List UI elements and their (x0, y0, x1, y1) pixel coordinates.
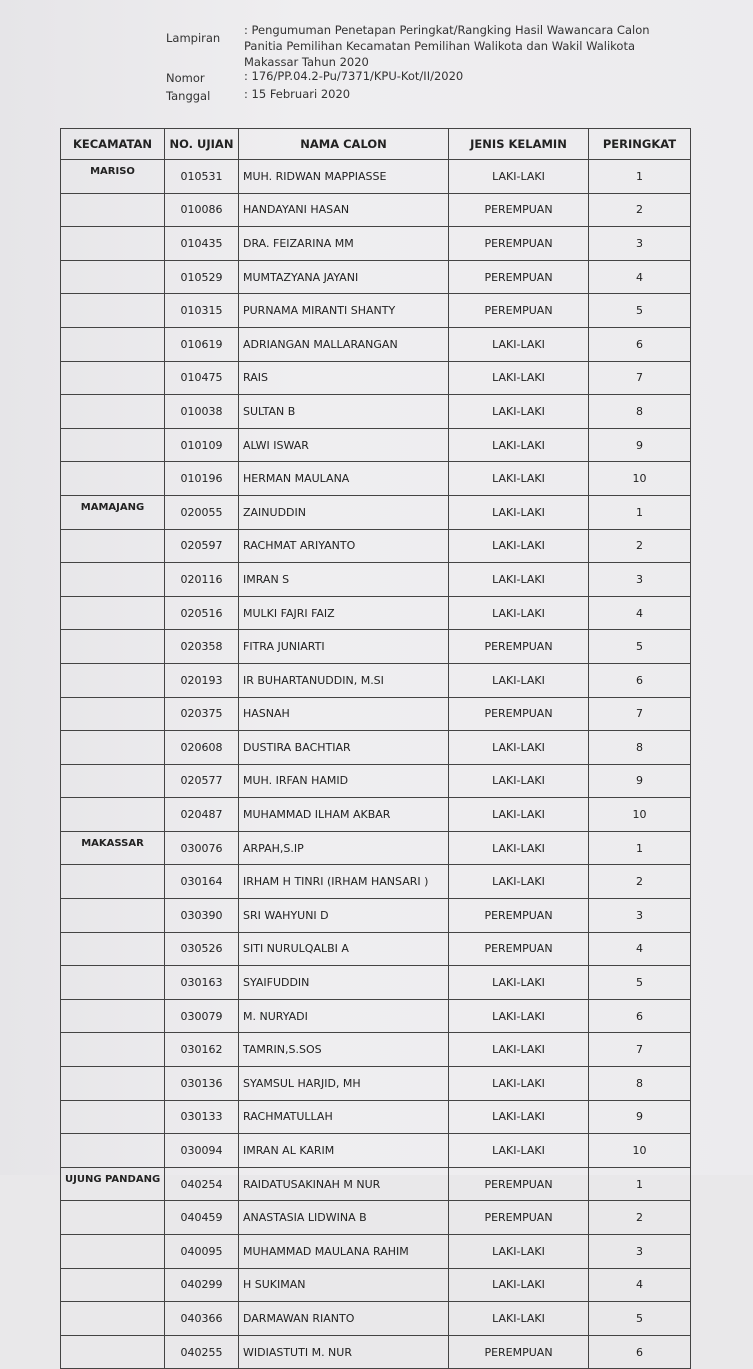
table-row (61, 529, 691, 563)
nama-calon-cell: RACHMAT ARIYANTO (239, 529, 449, 563)
no-ujian-cell: 030526 (165, 932, 239, 966)
col-header-nama-calon: NAMA CALON (239, 129, 449, 160)
jenis-kelamin-cell: PEREMPUAN (449, 227, 589, 261)
no-ujian-cell: 020375 (165, 697, 239, 731)
peringkat-cell: 1 (589, 495, 691, 529)
table-row (61, 294, 691, 328)
no-ujian-cell: 020608 (165, 731, 239, 765)
jenis-kelamin-cell: LAKI-LAKI (449, 798, 589, 832)
jenis-kelamin-cell: PEREMPUAN (449, 1335, 589, 1369)
jenis-kelamin-cell: PEREMPUAN (449, 899, 589, 933)
tanggal-value: : 15 Februari 2020 (244, 87, 351, 101)
jenis-kelamin-cell: LAKI-LAKI (449, 495, 589, 529)
table-row (61, 1033, 691, 1067)
col-header-kecamatan: KECAMATAN (61, 129, 165, 160)
jenis-kelamin-cell: LAKI-LAKI (449, 395, 589, 429)
nama-calon-cell: IR BUHARTANUDDIN, M.SI (239, 663, 449, 697)
kecamatan-cell (61, 529, 165, 563)
peringkat-cell: 2 (589, 193, 691, 227)
jenis-kelamin-cell: PEREMPUAN (449, 932, 589, 966)
kecamatan-cell (61, 327, 165, 361)
ranking-table (60, 128, 691, 1369)
table-row (61, 865, 691, 899)
jenis-kelamin-cell: PEREMPUAN (449, 260, 589, 294)
kecamatan-cell (61, 798, 165, 832)
peringkat-cell: 8 (589, 1067, 691, 1101)
peringkat-cell: 5 (589, 1302, 691, 1336)
kecamatan-cell (61, 563, 165, 597)
kecamatan-cell (61, 1335, 165, 1369)
peringkat-cell: 3 (589, 563, 691, 597)
no-ujian-cell: 020358 (165, 630, 239, 664)
table-row (61, 1201, 691, 1235)
table-row (61, 663, 691, 697)
col-header-peringkat: PERINGKAT (589, 129, 691, 160)
peringkat-cell: 9 (589, 428, 691, 462)
no-ujian-cell: 030094 (165, 1134, 239, 1168)
nama-calon-cell: SRI WAHYUNI D (239, 899, 449, 933)
nama-calon-cell: MUHAMMAD ILHAM AKBAR (239, 798, 449, 832)
table-row (61, 764, 691, 798)
nama-calon-cell: MUH. IRFAN HAMID (239, 764, 449, 798)
kecamatan-cell (61, 462, 165, 496)
no-ujian-cell: 020597 (165, 529, 239, 563)
table-row (61, 1167, 691, 1201)
jenis-kelamin-cell: LAKI-LAKI (449, 831, 589, 865)
kecamatan-cell (61, 663, 165, 697)
no-ujian-cell: 030136 (165, 1067, 239, 1101)
kecamatan-cell (61, 966, 165, 1000)
jenis-kelamin-cell: LAKI-LAKI (449, 764, 589, 798)
kecamatan-cell: MAMAJANG (61, 495, 165, 529)
nama-calon-cell: ANASTASIA LIDWINA B (239, 1201, 449, 1235)
kecamatan-cell (61, 1201, 165, 1235)
peringkat-cell: 4 (589, 596, 691, 630)
peringkat-cell: 2 (589, 1201, 691, 1235)
nama-calon-cell: HERMAN MAULANA (239, 462, 449, 496)
peringkat-cell: 3 (589, 1235, 691, 1269)
peringkat-cell: 3 (589, 227, 691, 261)
peringkat-cell: 7 (589, 1033, 691, 1067)
jenis-kelamin-cell: LAKI-LAKI (449, 361, 589, 395)
peringkat-cell: 2 (589, 865, 691, 899)
table-row (61, 1235, 691, 1269)
table-row (61, 1100, 691, 1134)
table-row (61, 563, 691, 597)
kecamatan-cell (61, 294, 165, 328)
table-row (61, 1268, 691, 1302)
nama-calon-cell: IRHAM H TINRI (IRHAM HANSARI ) (239, 865, 449, 899)
peringkat-cell: 5 (589, 966, 691, 1000)
peringkat-cell: 7 (589, 361, 691, 395)
kecamatan-cell (61, 899, 165, 933)
col-header-jenis-kelamin: JENIS KELAMIN (449, 129, 589, 160)
table-row (61, 932, 691, 966)
kecamatan-cell (61, 1100, 165, 1134)
table-row (61, 1302, 691, 1336)
nama-calon-cell: HASNAH (239, 697, 449, 731)
peringkat-cell: 5 (589, 630, 691, 664)
tanggal-label: Tanggal (166, 89, 211, 103)
kecamatan-cell (61, 764, 165, 798)
peringkat-cell: 6 (589, 327, 691, 361)
peringkat-cell: 4 (589, 1268, 691, 1302)
kecamatan-cell: MAKASSAR (61, 831, 165, 865)
nama-calon-cell: MUH. RIDWAN MAPPIASSE (239, 160, 449, 194)
no-ujian-cell: 020487 (165, 798, 239, 832)
jenis-kelamin-cell: LAKI-LAKI (449, 563, 589, 597)
no-ujian-cell: 010086 (165, 193, 239, 227)
nama-calon-cell: MULKI FAJRI FAIZ (239, 596, 449, 630)
no-ujian-cell: 020577 (165, 764, 239, 798)
no-ujian-cell: 040366 (165, 1302, 239, 1336)
no-ujian-cell: 040255 (165, 1335, 239, 1369)
jenis-kelamin-cell: PEREMPUAN (449, 1167, 589, 1201)
peringkat-cell: 10 (589, 1134, 691, 1168)
nama-calon-cell: IMRAN S (239, 563, 449, 597)
kecamatan-cell (61, 1134, 165, 1168)
lampiran-value (244, 22, 726, 70)
col-header-no-ujian: NO. UJIAN (165, 129, 239, 160)
jenis-kelamin-cell: LAKI-LAKI (449, 327, 589, 361)
nama-calon-cell: SULTAN B (239, 395, 449, 429)
no-ujian-cell: 010038 (165, 395, 239, 429)
no-ujian-cell: 030390 (165, 899, 239, 933)
no-ujian-cell: 010531 (165, 160, 239, 194)
kecamatan-cell (61, 1268, 165, 1302)
table-row (61, 899, 691, 933)
table-row (61, 160, 691, 194)
lampiran-line-2: Panitia Pemilihan Kecamatan Pemilihan Walikota dan Wakil Walikota (244, 39, 636, 53)
peringkat-cell: 1 (589, 831, 691, 865)
jenis-kelamin-cell: LAKI-LAKI (449, 596, 589, 630)
kecamatan-cell (61, 227, 165, 261)
nama-calon-cell: WIDIASTUTI M. NUR (239, 1335, 449, 1369)
peringkat-cell: 7 (589, 697, 691, 731)
no-ujian-cell: 010196 (165, 462, 239, 496)
table-row (61, 193, 691, 227)
table-row (61, 327, 691, 361)
table-row (61, 227, 691, 261)
nama-calon-cell: SYAIFUDDIN (239, 966, 449, 1000)
no-ujian-cell: 020516 (165, 596, 239, 630)
peringkat-cell: 6 (589, 1335, 691, 1369)
peringkat-cell: 8 (589, 395, 691, 429)
no-ujian-cell: 040459 (165, 1201, 239, 1235)
kecamatan-cell (61, 865, 165, 899)
nama-calon-cell: ADRIANGAN MALLARANGAN (239, 327, 449, 361)
no-ujian-cell: 030163 (165, 966, 239, 1000)
jenis-kelamin-cell: LAKI-LAKI (449, 1235, 589, 1269)
nama-calon-cell: M. NURYADI (239, 999, 449, 1033)
table-row (61, 731, 691, 765)
nama-calon-cell: H SUKIMAN (239, 1268, 449, 1302)
jenis-kelamin-cell: LAKI-LAKI (449, 1100, 589, 1134)
nama-calon-cell: RAIDATUSAKINAH M NUR (239, 1167, 449, 1201)
no-ujian-cell: 030164 (165, 865, 239, 899)
no-ujian-cell: 040299 (165, 1268, 239, 1302)
jenis-kelamin-cell: LAKI-LAKI (449, 865, 589, 899)
peringkat-cell: 10 (589, 798, 691, 832)
nama-calon-cell: MUMTAZYANA JAYANI (239, 260, 449, 294)
table-row (61, 697, 691, 731)
kecamatan-cell (61, 260, 165, 294)
peringkat-cell: 6 (589, 663, 691, 697)
nama-calon-cell: DRA. FEIZARINA MM (239, 227, 449, 261)
table-row (61, 260, 691, 294)
table-row (61, 1134, 691, 1168)
table-row (61, 966, 691, 1000)
kecamatan-cell (61, 697, 165, 731)
kecamatan-cell (61, 1033, 165, 1067)
jenis-kelamin-cell: LAKI-LAKI (449, 1033, 589, 1067)
no-ujian-cell: 010109 (165, 428, 239, 462)
table-header-row (61, 129, 691, 160)
nama-calon-cell: DARMAWAN RIANTO (239, 1302, 449, 1336)
no-ujian-cell: 010475 (165, 361, 239, 395)
jenis-kelamin-cell: PEREMPUAN (449, 1201, 589, 1235)
table-row (61, 361, 691, 395)
jenis-kelamin-cell: LAKI-LAKI (449, 529, 589, 563)
jenis-kelamin-cell: LAKI-LAKI (449, 1268, 589, 1302)
nama-calon-cell: TAMRIN,S.SOS (239, 1033, 449, 1067)
jenis-kelamin-cell: LAKI-LAKI (449, 1302, 589, 1336)
kecamatan-cell (61, 596, 165, 630)
table-row (61, 428, 691, 462)
no-ujian-cell: 020055 (165, 495, 239, 529)
kecamatan-cell (61, 428, 165, 462)
lampiran-row (166, 22, 726, 70)
kecamatan-cell (61, 193, 165, 227)
nama-calon-cell: MUHAMMAD MAULANA RAHIM (239, 1235, 449, 1269)
nomor-row (166, 68, 726, 86)
table-row (61, 630, 691, 664)
nama-calon-cell: PURNAMA MIRANTI SHANTY (239, 294, 449, 328)
no-ujian-cell: 030133 (165, 1100, 239, 1134)
peringkat-cell: 1 (589, 1167, 691, 1201)
no-ujian-cell: 020193 (165, 663, 239, 697)
nama-calon-cell: SITI NURULQALBI A (239, 932, 449, 966)
jenis-kelamin-cell: LAKI-LAKI (449, 1134, 589, 1168)
jenis-kelamin-cell: LAKI-LAKI (449, 462, 589, 496)
jenis-kelamin-cell: PEREMPUAN (449, 294, 589, 328)
peringkat-cell: 3 (589, 899, 691, 933)
kecamatan-cell: UJUNG PANDANG (61, 1167, 165, 1201)
jenis-kelamin-cell: PEREMPUAN (449, 697, 589, 731)
kecamatan-cell (61, 1235, 165, 1269)
jenis-kelamin-cell: LAKI-LAKI (449, 160, 589, 194)
kecamatan-cell (61, 1302, 165, 1336)
table-row (61, 999, 691, 1033)
jenis-kelamin-cell: LAKI-LAKI (449, 1067, 589, 1101)
peringkat-cell: 9 (589, 1100, 691, 1134)
peringkat-cell: 2 (589, 529, 691, 563)
jenis-kelamin-cell: PEREMPUAN (449, 193, 589, 227)
no-ujian-cell: 010315 (165, 294, 239, 328)
peringkat-cell: 9 (589, 764, 691, 798)
nama-calon-cell: SYAMSUL HARJID, MH (239, 1067, 449, 1101)
nama-calon-cell: ZAINUDDIN (239, 495, 449, 529)
nama-calon-cell: ARPAH,S.IP (239, 831, 449, 865)
jenis-kelamin-cell: PEREMPUAN (449, 630, 589, 664)
lampiran-label: Lampiran (166, 31, 221, 45)
jenis-kelamin-cell: LAKI-LAKI (449, 663, 589, 697)
kecamatan-cell (61, 999, 165, 1033)
peringkat-cell: 4 (589, 932, 691, 966)
document-header (166, 22, 726, 104)
nomor-value: : 176/PP.04.2-Pu/7371/KPU-Kot/II/2020 (244, 69, 464, 83)
nama-calon-cell: IMRAN AL KARIM (239, 1134, 449, 1168)
kecamatan-cell: MARISO (61, 160, 165, 194)
tanggal-row (166, 86, 726, 104)
table-row (61, 798, 691, 832)
nama-calon-cell: RACHMATULLAH (239, 1100, 449, 1134)
nama-calon-cell: DUSTIRA BACHTIAR (239, 731, 449, 765)
nama-calon-cell: FITRA JUNIARTI (239, 630, 449, 664)
kecamatan-cell (61, 731, 165, 765)
no-ujian-cell: 010435 (165, 227, 239, 261)
lampiran-line-1: : Pengumuman Penetapan Peringkat/Rangking Hasil Wawancara Calon (244, 23, 650, 37)
jenis-kelamin-cell: LAKI-LAKI (449, 999, 589, 1033)
nama-calon-cell: RAIS (239, 361, 449, 395)
no-ujian-cell: 030076 (165, 831, 239, 865)
table-row (61, 1335, 691, 1369)
peringkat-cell: 5 (589, 294, 691, 328)
no-ujian-cell: 010529 (165, 260, 239, 294)
peringkat-cell: 1 (589, 160, 691, 194)
kecamatan-cell (61, 361, 165, 395)
peringkat-cell: 8 (589, 731, 691, 765)
table-row (61, 596, 691, 630)
no-ujian-cell: 030162 (165, 1033, 239, 1067)
no-ujian-cell: 040095 (165, 1235, 239, 1269)
no-ujian-cell: 040254 (165, 1167, 239, 1201)
no-ujian-cell: 020116 (165, 563, 239, 597)
table-row (61, 462, 691, 496)
kecamatan-cell (61, 1067, 165, 1101)
table-row (61, 831, 691, 865)
kecamatan-cell (61, 395, 165, 429)
table-row (61, 1067, 691, 1101)
nama-calon-cell: ALWI ISWAR (239, 428, 449, 462)
peringkat-cell: 6 (589, 999, 691, 1033)
jenis-kelamin-cell: LAKI-LAKI (449, 966, 589, 1000)
lampiran-line-3: Makassar Tahun 2020 (244, 55, 369, 69)
peringkat-cell: 10 (589, 462, 691, 496)
peringkat-cell: 4 (589, 260, 691, 294)
table-body (61, 160, 691, 1369)
table-row (61, 495, 691, 529)
no-ujian-cell: 030079 (165, 999, 239, 1033)
jenis-kelamin-cell: LAKI-LAKI (449, 428, 589, 462)
nama-calon-cell: HANDAYANI HASAN (239, 193, 449, 227)
nomor-label: Nomor (166, 71, 205, 85)
no-ujian-cell: 010619 (165, 327, 239, 361)
kecamatan-cell (61, 932, 165, 966)
table-row (61, 395, 691, 429)
kecamatan-cell (61, 630, 165, 664)
jenis-kelamin-cell: LAKI-LAKI (449, 731, 589, 765)
